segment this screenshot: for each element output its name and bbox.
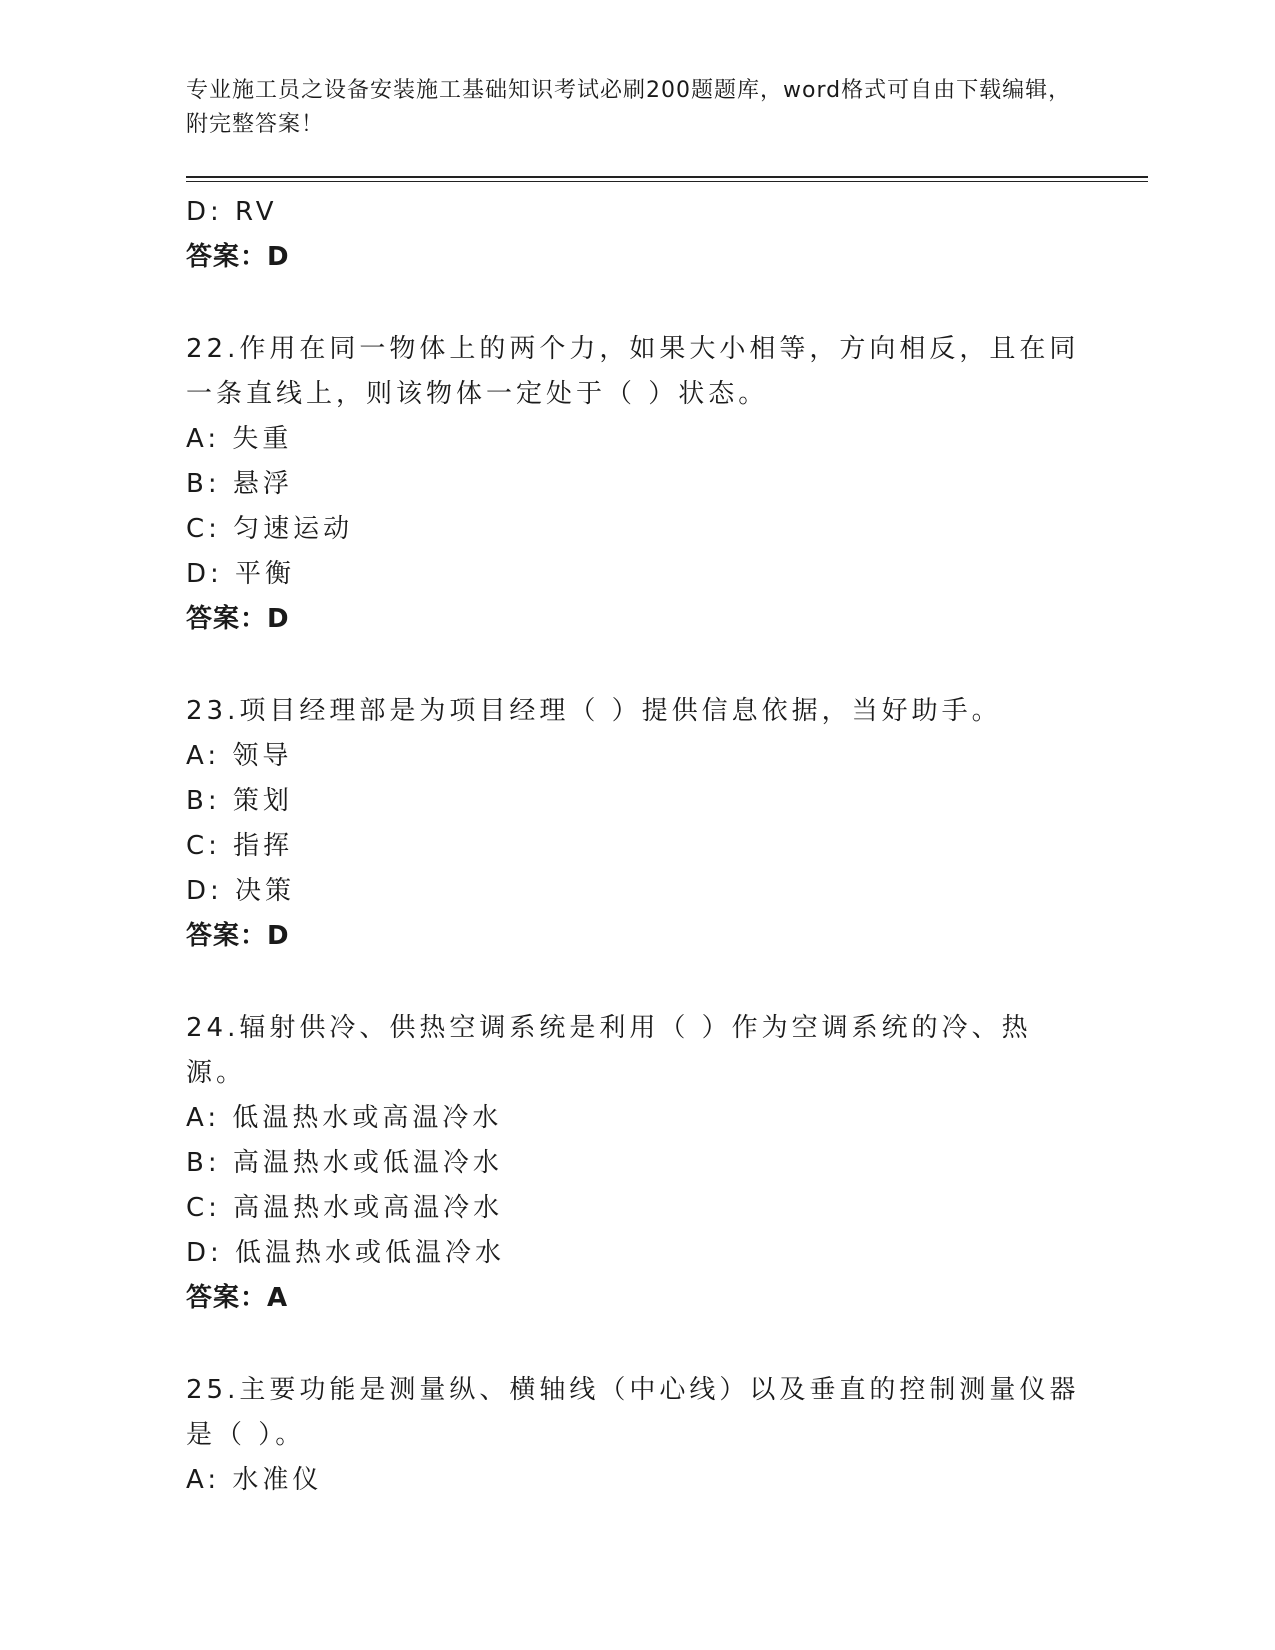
header-divider-thick [186, 176, 1148, 178]
question-24 [186, 1006, 1086, 1321]
question-22 [186, 327, 1086, 642]
question-stem: 24.辐射供冷、供热空调系统是利用（ ）作为空调系统的冷、热源。 [186, 1013, 1032, 1088]
option-d: D: 平衡 [186, 559, 296, 589]
option-d-previous: D: RV [186, 197, 278, 227]
option-d: D: 决策 [186, 876, 296, 906]
option-a: A: 水准仪 [186, 1465, 323, 1495]
question-stem: 22.作用在同一物体上的两个力，如果大小相等，方向相反，且在同一条直线上，则该物体一定处于（ ）状态。 [186, 334, 1080, 409]
answer-previous: 答案：D [186, 242, 290, 272]
question-25 [186, 1368, 1086, 1503]
option-c: C: 匀速运动 [186, 514, 354, 544]
answer: 答案：A [186, 1283, 289, 1313]
option-a: A: 失重 [186, 424, 293, 454]
question-23 [186, 689, 1086, 959]
question-list [186, 190, 1086, 1503]
option-b: B: 策划 [186, 786, 293, 816]
option-c: C: 指挥 [186, 831, 294, 861]
option-a: A: 领导 [186, 741, 293, 771]
header-divider-thin [186, 181, 1148, 182]
document-header: 专业施工员之设备安装施工基础知识考试必刷200题题库，word格式可自由下载编辑，附完整答案！ [186, 78, 1072, 137]
question-stem: 25.主要功能是测量纵、横轴线（中心线）以及垂直的控制测量仪器是（ ）。 [186, 1375, 1080, 1450]
option-a: A: 低温热水或高温冷水 [186, 1103, 503, 1133]
option-c: C: 高温热水或高温冷水 [186, 1193, 504, 1223]
question-stem: 23.项目经理部是为项目经理（ ）提供信息依据，当好助手。 [186, 696, 1002, 726]
answer: 答案：D [186, 604, 290, 634]
option-b: B: 高温热水或低温冷水 [186, 1148, 503, 1178]
answer: 答案：D [186, 921, 290, 951]
option-b: B: 悬浮 [186, 469, 293, 499]
option-d: D: 低温热水或低温冷水 [186, 1238, 506, 1268]
